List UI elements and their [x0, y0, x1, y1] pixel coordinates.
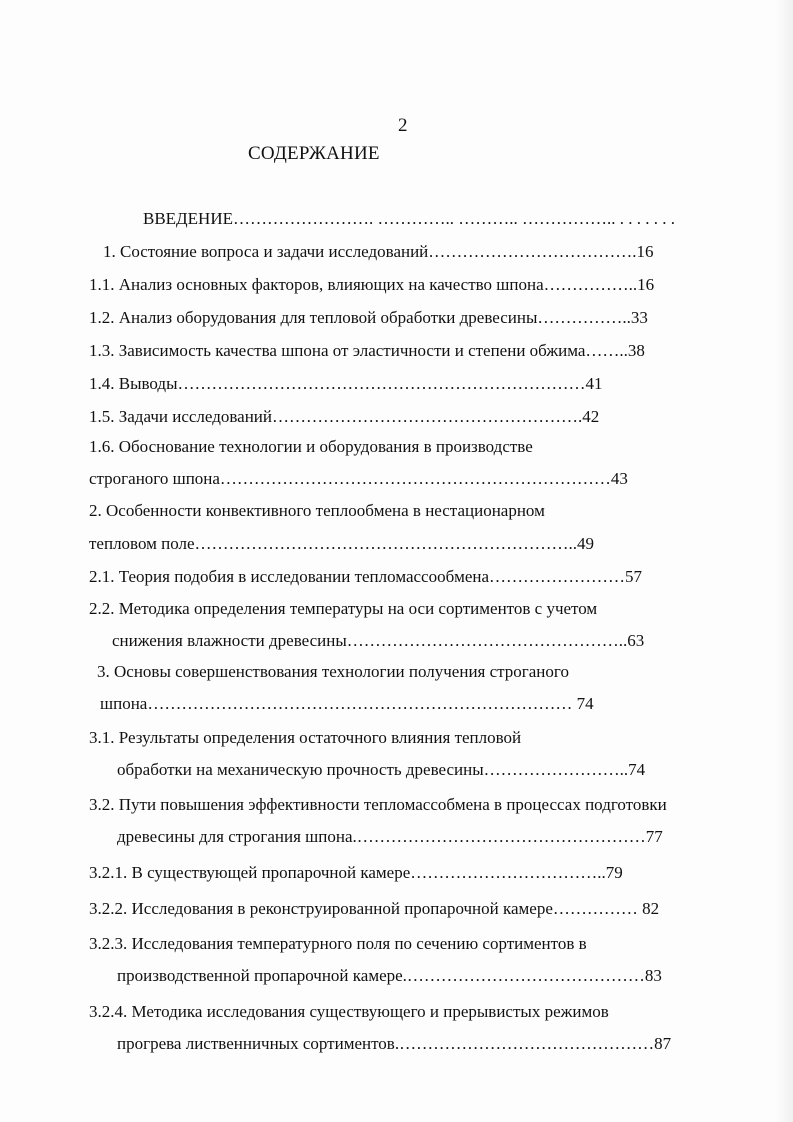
- page-title: СОДЕРЖАНИЕ: [248, 143, 380, 164]
- toc-entry-3-2-3-line1: 3.2.3. Исследования температурного поля по сечению сортиментов в: [89, 934, 587, 953]
- toc-entry-1-3: 1.3. Зависимость качества шпона от эластичности и степени обжима……..38: [89, 341, 645, 360]
- toc-entry-2-line1: 2. Особенности конвективного теплообмена в нестационарном: [89, 501, 545, 520]
- toc-entry-3-2-4-line1: 3.2.4. Методика исследования существующего и прерывистых режимов: [89, 1002, 609, 1021]
- toc-entry-3-2-line2: древесины для строгания шпона.……………………………………………77: [117, 827, 663, 846]
- toc-entry-1-2: 1.2. Анализ оборудования для тепловой обработки древесины……………..33: [89, 308, 648, 327]
- page-number: 2: [398, 115, 408, 136]
- toc-entry-3-2-4-line2: прогрева лиственничных сортиментов.………………………………………87: [117, 1034, 672, 1053]
- toc-entry-3-line2: шпона………………………………………………………………… 74: [100, 694, 594, 713]
- toc-entry-3-2-1: 3.2.1. В существующей пропарочной камере……………………………..79: [89, 863, 623, 882]
- toc-entry-1-5: 1.5. Задачи исследований……………………………………………….42: [89, 407, 600, 426]
- toc-entry-3-2-3-line2: производственной пропарочной камере.……………………………………83: [117, 966, 662, 985]
- toc-entry-2-2-line2: снижения влажности древесины…………………………………………..63: [112, 631, 645, 650]
- toc-entry-3-2-2: 3.2.2. Исследования в реконструированной пропарочной камере…………… 82: [89, 899, 660, 918]
- toc-entry-2-line2: тепловом поле…………………………………………………………..49: [89, 534, 595, 553]
- toc-entry-1-6-line2: строганого шпона……………………………………………………………43: [89, 469, 628, 488]
- toc-entry-1-1: 1.1. Анализ основных факторов, влияющих на качество шпона……………..16: [89, 275, 655, 294]
- toc-entry-3-2-line1: 3.2. Пути повышения эффективности тепломассобмена в процессах подготовки: [89, 795, 667, 814]
- toc-entry-3-1-line2: обработки на механическую прочность древесины……………………..74: [117, 760, 646, 779]
- toc-entry-2-2-line1: 2.2. Методика определения температуры на оси сортиментов с учетом: [89, 599, 598, 618]
- toc-entry-1-4: 1.4. Выводы………………………………………………………………41: [89, 374, 603, 393]
- page-edge-shadow: [775, 0, 793, 1122]
- toc-entry-2-1: 2.1. Теория подобия в исследовании тепломассообмена……………………57: [89, 567, 643, 586]
- toc-entry-1: 1. Состояние вопроса и задачи исследований……………………………….16: [103, 242, 654, 261]
- toc-entry-introduction: ВВЕДЕНИЕ……………………. ………….. ……….. …………….. . . . . . . .: [143, 209, 675, 228]
- toc-entry-1-6-line1: 1.6. Обоснование технологии и оборудования в производстве: [89, 437, 533, 456]
- toc-entry-3-line1: 3. Основы совершенствования технологии получения строганого: [97, 662, 569, 681]
- toc-entry-3-1-line1: 3.1. Результаты определения остаточного влияния тепловой: [89, 728, 522, 747]
